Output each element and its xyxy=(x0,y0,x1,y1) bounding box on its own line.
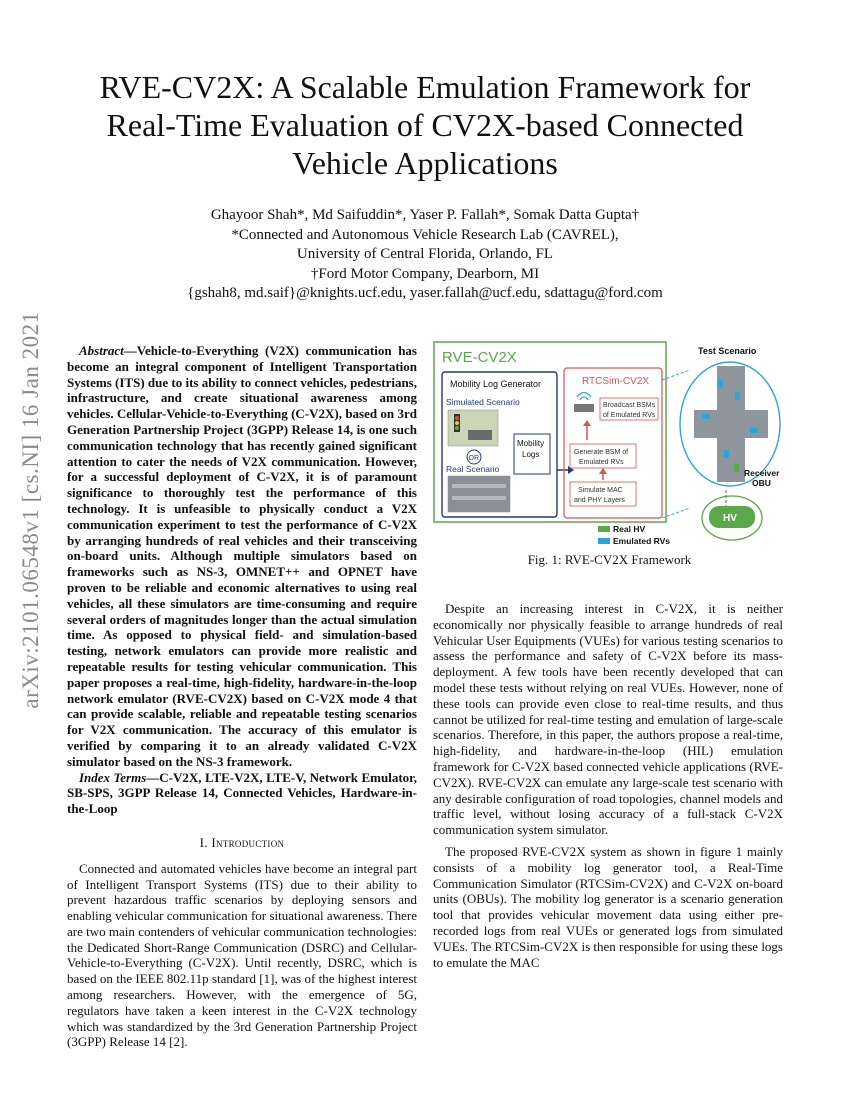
abstract-lead: Abstract xyxy=(79,343,124,358)
simulate-label: and PHY Layers xyxy=(574,497,625,504)
real-scenario-image xyxy=(448,476,510,512)
broadcast-label: Broadcast BSMs xyxy=(603,402,656,409)
or-label: OR xyxy=(468,455,479,462)
test-scenario-label: Test Scenario xyxy=(698,346,757,356)
title-line: Vehicle Applications xyxy=(292,145,558,181)
intro-paragraph: Connected and automated vehicles have become an integral part of Intelligent Transport Systems (ITS) due to their ability to prevent hazardous traffic scenarios by deploying sensors and enabling vehicular communication for situational awareness. There are two main contenders of vehicular communication technologies: the Dedicated Short-Range Communication (DSRC) and Cellular-Vehicle-to-Everything (C-V2X). Until recently, DSRC, which is based on the IEEE 802.11p standard [1], was of the highest interest among researchers. However, with the emergence of 5G, regulators have taken a keen interest in the C-V2X technology which was standardized by the 3rd Generation Partnership Project (3GPP) Release 14 [2]. xyxy=(67,860,417,1050)
rve-label: RVE-CV2X xyxy=(442,349,517,366)
vehicle-icon xyxy=(735,392,740,400)
title-line: RVE-CV2X: A Scalable Emulation Framework for xyxy=(99,69,751,105)
author-block xyxy=(60,206,790,304)
left-column xyxy=(67,343,417,1050)
abstract-text: —Vehicle-to-Everything (V2X) communication has become an integral component of Intelligent Transportation Systems (ITS) due to its ability to connect vehicles, pedestrians, infrastructure, and create situational awareness among vehicles. Cellular-Vehicle-to-Everything (C-V2X), based on 3rd Generation Partnership Project (3GPP) Release 14, is one such communication technology that has recently gained significant attention to cater the needs of V2X communication. However, for a successful deployment of C-V2X, it is of paramount significance to thoroughly test the performance of this technology. It is unfeasible to physically conduct a V2X communication experiment to test the performance of C-V2X by arranging hundreds of real vehicles and their transceiving on-board units. Although multiple simulators based on frameworks such as NS-3, OMNET++ and OPNET have proven to be reliable and economic alternatives to using real vehicles, all these simulators are time-consuming and require several orders of magnitudes longer than the actual simulation time. As opposed to physical field- and simulation-based testing, network emulators can provide more realistic and repeatable results for testing vehicular communication. This paper proposes a real-time, high-fidelity, hardware-in-the-loop network emulator (RVE-CV2X) based on C-V2X mode 4 that can provide scalable, reliable and repeatable testing scenarios for V2X communication. The accuracy of this emulator is verified by comparing it to an already validated C-V2X simulator based on the NS-3 framework. xyxy=(67,343,417,769)
abstract xyxy=(67,343,417,770)
mlg-label: Mobility Log Generator xyxy=(450,379,542,389)
affiliation-line: University of Central Florida, Orlando, FL xyxy=(296,246,554,262)
affiliation-line: †Ford Motor Company, Dearborn, MI xyxy=(310,265,540,282)
vehicle-icon xyxy=(750,428,758,433)
author-emails: {gshah8, md.saif}@knights.ucf.edu, yaser.fallah@ucf.edu, sdattagu@ford.com xyxy=(187,285,663,301)
vehicle-icon xyxy=(702,414,710,419)
simulate-label: Simulate MAC xyxy=(578,487,623,494)
receiver-label: Receiver xyxy=(744,468,780,478)
right-column xyxy=(433,601,783,970)
body-paragraph: Despite an increasing interest in C-V2X, it is neither economically nor physically feasible to arrange hundreds of real Vehicular User Equipments (VUEs) for various testing scenarios to assess the performance and safety of C-V2X before its mass-deployment. A few tools have been recently developed that can model these tests without relying on real VUEs. However, none of these tools can provide even close to real-time results, and thus cannot be utilized for real-time testing and emulation of large-scale scenarios. Therefore, in this paper, the authors propose a real-time, high-fidelity, and hardware-in-the-loop (HIL) emulation framework for C-V2X based connected vehicle applications (RVE-CV2X). RVE-CV2X can emulate any large-scale test scenario with any desirable configuration of road topologies, channel models and traffic level, without losing accuracy of a full-stack C-V2X communication system simulator. xyxy=(433,601,783,838)
framework-figure xyxy=(432,340,787,550)
body-paragraph: The proposed RVE-CV2X system as shown in figure 1 mainly consists of a mobility log generator tool, a Real-Time Communication Simulator (RTCSim-CV2X) and C-V2X on-board units (OBUs). The mobility log generator is a scenario generation tool that provides vehicular movement data using either pre-recorded logs from real VUEs or generated logs from simulated VUEs. The RTCSim-CV2X is then responsible for using these logs to emulate the MAC xyxy=(433,843,783,970)
title-line: Real-Time Evaluation of CV2X-based Connected xyxy=(106,107,744,143)
legend-emulated-label: Emulated RVs xyxy=(613,536,671,546)
mobility-logs-label: Mobility xyxy=(517,439,545,448)
broadcast-label: of Emulated RVs xyxy=(603,412,656,419)
wifi-icon xyxy=(580,397,588,400)
generate-label: Emulated RVs xyxy=(579,459,624,466)
vehicle-icon xyxy=(718,380,723,388)
vehicle-icon xyxy=(724,450,729,458)
host-vehicle-icon xyxy=(734,464,739,472)
index-terms-text: —C-V2X, LTE-V2X, LTE-V, Network Emulator, SB-SPS, 3GPP Release 14, Connected Vehicles, Hardware-in-the-Loop xyxy=(67,769,417,817)
legend-swatch-emulated xyxy=(598,538,610,544)
receiver-label: OBU xyxy=(752,478,771,488)
router-icon xyxy=(574,404,594,412)
section-heading: I. Introduction xyxy=(199,834,285,850)
legend-swatch-real xyxy=(598,526,610,532)
mobility-logs-label: Logs xyxy=(522,450,540,459)
index-terms-lead: Index Terms xyxy=(79,769,147,785)
section-title: Introduction xyxy=(211,834,285,850)
rtcsim-label: RTCSim-CV2X xyxy=(582,376,650,387)
index-terms xyxy=(67,770,417,817)
real-scenario-label: Real Scenario xyxy=(446,464,500,474)
arxiv-identifier: arXiv:2101.06548v1 [cs.NI] 16 Jan 2021 xyxy=(18,311,43,709)
car-icon xyxy=(468,430,492,440)
generate-label: Generate BSM of xyxy=(574,449,629,456)
hv-label: HV xyxy=(723,513,737,524)
figure-caption: Fig. 1: RVE-CV2X Framework xyxy=(527,552,692,567)
legend-real-label: Real HV xyxy=(613,524,646,534)
simulated-scenario-label: Simulated Scenario xyxy=(446,397,520,407)
paper-title xyxy=(60,68,790,182)
author-names: Ghayoor Shah*, Md Saifuddin*, Yaser P. Fallah*, Somak Datta Gupta† xyxy=(210,207,640,223)
affiliation-line: *Connected and Autonomous Vehicle Research Lab (CAVREL), xyxy=(231,226,619,243)
